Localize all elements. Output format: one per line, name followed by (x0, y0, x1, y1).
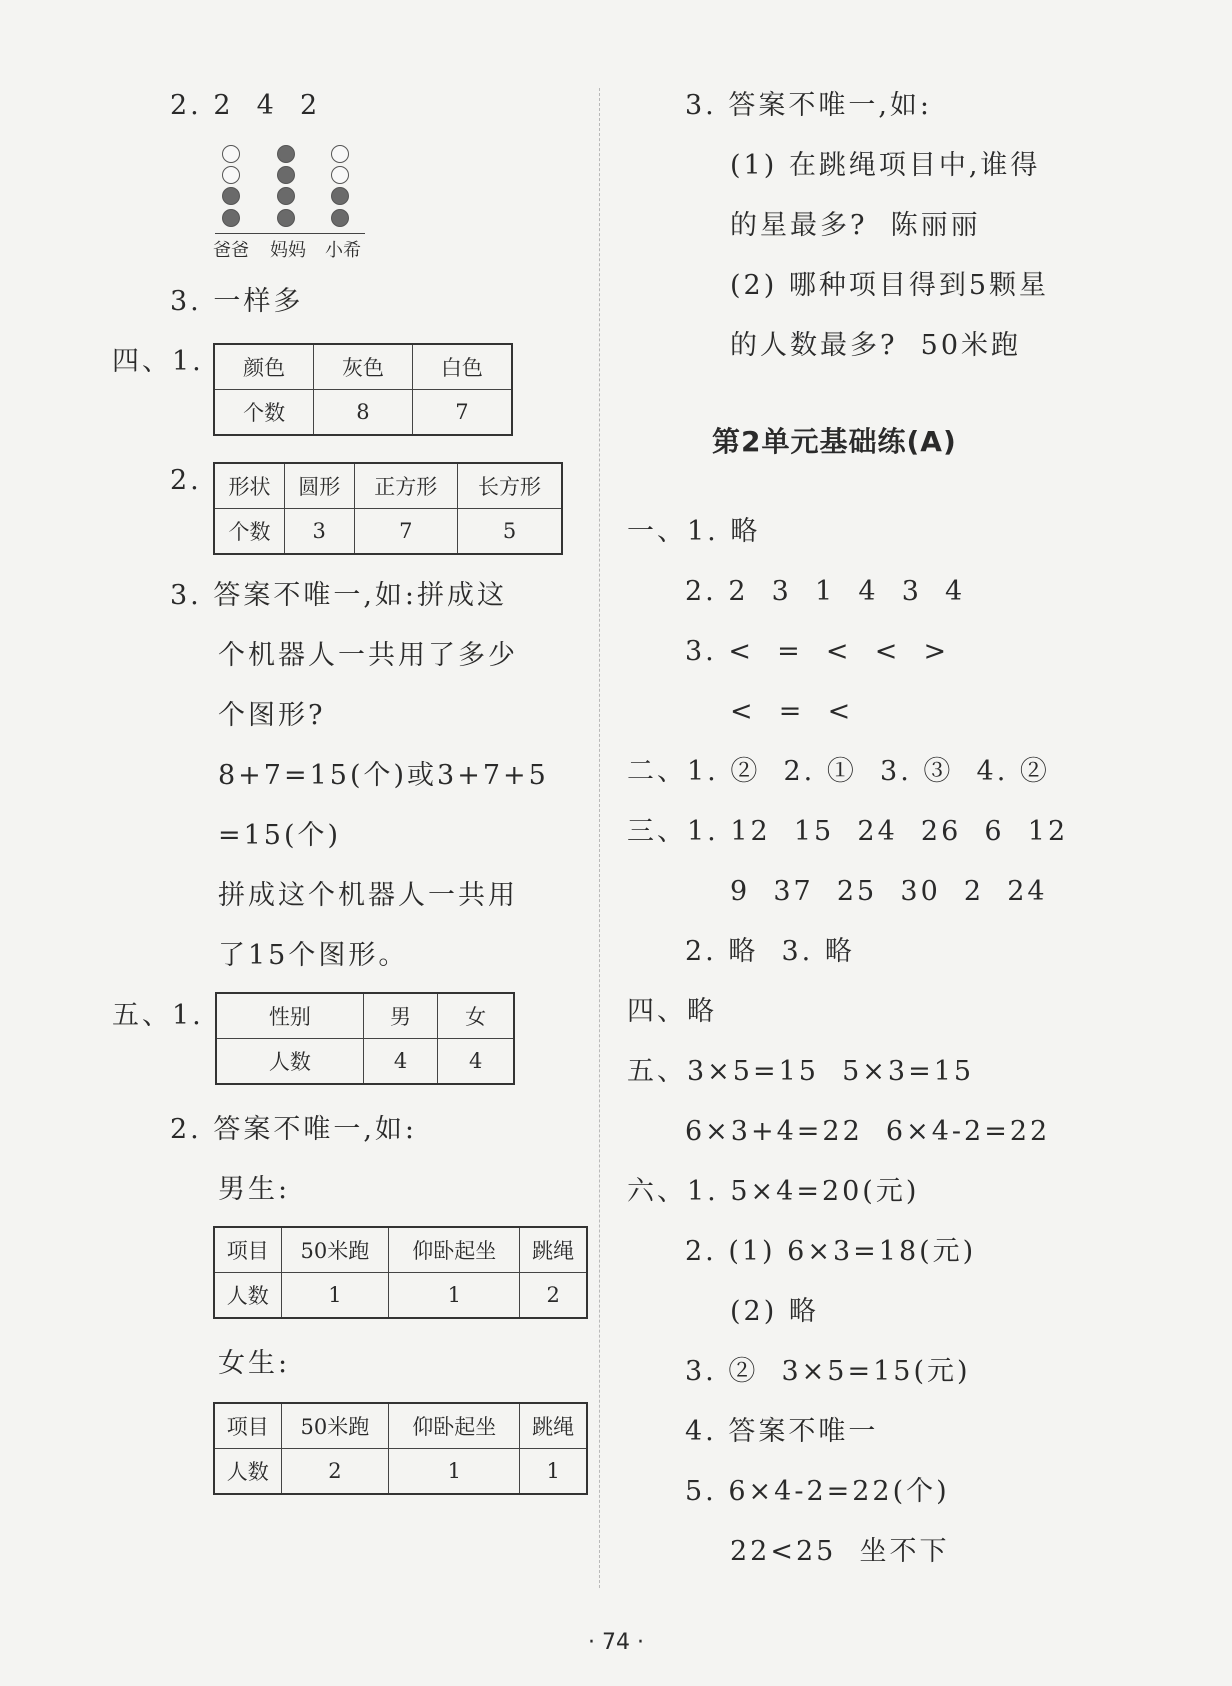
table-cell: 男 (363, 993, 438, 1039)
table-cell: 跳绳 (520, 1227, 587, 1273)
answer-r-6-4: 4. 答案不唯一 (685, 1416, 879, 1447)
table-cell: 长方形 (458, 463, 562, 509)
table-cell: 人数 (214, 1273, 281, 1319)
answer-r-1-1: 一、1. 略 (627, 516, 761, 547)
bead (331, 209, 349, 227)
table-cell: 8 (314, 390, 413, 436)
bead-label-mom: 妈妈 (270, 240, 306, 261)
table-cell: 1 (389, 1449, 520, 1495)
table-cell: 7 (354, 509, 458, 555)
table-cell: 1 (281, 1273, 389, 1319)
answer-2-3: 3. 一样多 (170, 286, 304, 317)
bead-diagram (215, 145, 375, 265)
bead (222, 166, 240, 184)
bead-label-xiaoxi: 小希 (325, 240, 361, 261)
unit-heading: 第2单元基础练(A) (712, 425, 957, 458)
answer-r-5a: 五、3×5=15 5×3=15 (627, 1056, 975, 1087)
answer-4-3-line7: 了15个图形。 (218, 940, 409, 971)
answer-4-3-line3: 个图形? (218, 700, 326, 731)
answer-4-3-line4: 8+7=15(个)或3+7+5 (218, 760, 549, 791)
answer-4-3-line2: 个机器人一共用了多少 (218, 640, 518, 671)
color-count-table (213, 343, 513, 436)
answer-r-5b: 6×3+4=22 6×4-2=22 (685, 1116, 1051, 1147)
table-cell: 人数 (214, 1449, 281, 1495)
table-cell: 仰卧起坐 (389, 1403, 520, 1449)
answer-r-4: 四、略 (627, 996, 717, 1027)
section-4-2-label: 2. (170, 465, 202, 496)
table-cell: 50米跑 (281, 1227, 389, 1273)
table-cell: 人数 (216, 1039, 363, 1085)
boys-table (213, 1226, 588, 1319)
table-cell: 5 (458, 509, 562, 555)
answer-r-6-1: 六、1. 5×4=20(元) (627, 1176, 920, 1207)
answer-r-6-2-1: 2. (1) 6×3=18(元) (685, 1236, 977, 1267)
shape-count-table (213, 462, 563, 555)
bead (331, 145, 349, 163)
column-divider (599, 88, 600, 1588)
table-cell: 4 (363, 1039, 438, 1085)
table-cell: 2 (281, 1449, 389, 1495)
boys-label: 男生: (218, 1174, 291, 1205)
answer-r-6-3: 3. ② 3×5=15(元) (685, 1356, 971, 1387)
bead (277, 187, 295, 205)
table-cell: 2 (520, 1273, 587, 1319)
answer-5-2: 2. 答案不唯一,如: (170, 1114, 418, 1145)
table-cell: 4 (438, 1039, 514, 1085)
bead (222, 145, 240, 163)
bead (331, 187, 349, 205)
answer-4-3-line6: 拼成这个机器人一共用 (218, 880, 518, 911)
table-cell: 女 (438, 993, 514, 1039)
answer-4-3-line1: 3. 答案不唯一,如:拼成这 (170, 580, 508, 611)
table-cell: 个数 (214, 390, 314, 436)
bead (222, 209, 240, 227)
table-cell: 跳绳 (520, 1403, 587, 1449)
page-number: · 74 · (588, 1630, 644, 1655)
table-cell: 正方形 (354, 463, 458, 509)
table-cell: 灰色 (314, 344, 413, 390)
answer-r-3-1-row1: 三、1. 12 15 24 26 6 12 (627, 816, 1069, 847)
answer-r-3-2b: 的人数最多? 50米跑 (730, 330, 1021, 361)
answer-r-2: 二、1. ② 2. ① 3. ③ 4. ② (627, 756, 1050, 787)
bead (277, 166, 295, 184)
table-cell: 项目 (214, 1227, 281, 1273)
answer-r-6-5a: 5. 6×4-2=22(个) (685, 1476, 950, 1507)
bead (277, 209, 295, 227)
table-cell: 3 (284, 509, 354, 555)
answer-2-2: 2. 2 4 2 (170, 90, 321, 121)
answer-r-3-2-3: 2. 略 3. 略 (685, 936, 855, 967)
answer-r-1-3b: < = < (730, 696, 854, 727)
answer-r-3-2a: (2) 哪种项目得到5颗星 (730, 270, 1050, 301)
table-cell: 1 (389, 1273, 520, 1319)
table-cell: 50米跑 (281, 1403, 389, 1449)
table-cell: 仰卧起坐 (389, 1227, 520, 1273)
answer-r-3-1-row2: 9 37 25 30 2 24 (730, 876, 1048, 907)
gender-count-table (215, 992, 515, 1085)
bead (222, 187, 240, 205)
bead (331, 166, 349, 184)
table-cell: 7 (412, 390, 512, 436)
answer-4-3-line5: =15(个) (218, 820, 342, 851)
answer-r-3-1a: (1) 在跳绳项目中,谁得 (730, 150, 1041, 181)
girls-label: 女生: (218, 1348, 291, 1379)
table-cell: 1 (520, 1449, 587, 1495)
section-5-label: 五、1. (112, 1000, 204, 1031)
table-cell: 项目 (214, 1403, 281, 1449)
answer-r-6-5b: 22<25 坐不下 (730, 1536, 950, 1567)
table-cell: 圆形 (284, 463, 354, 509)
table-cell: 性别 (216, 993, 363, 1039)
bead-label-dad: 爸爸 (213, 240, 249, 261)
table-cell: 颜色 (214, 344, 314, 390)
table-cell: 白色 (412, 344, 512, 390)
bead-baseline (215, 233, 365, 234)
answer-r-3-1b: 的星最多? 陈丽丽 (730, 210, 981, 241)
table-cell: 个数 (214, 509, 284, 555)
girls-table (213, 1402, 588, 1495)
answer-r-1-3a: 3. < = < < > (685, 636, 950, 667)
bead (277, 145, 295, 163)
answer-r-1-2: 2. 2 3 1 4 3 4 (685, 576, 966, 607)
table-cell: 形状 (214, 463, 284, 509)
answer-r-3: 3. 答案不唯一,如: (685, 90, 933, 121)
section-4-label: 四、1. (112, 346, 204, 377)
answer-r-6-2-2: (2) 略 (730, 1296, 819, 1327)
